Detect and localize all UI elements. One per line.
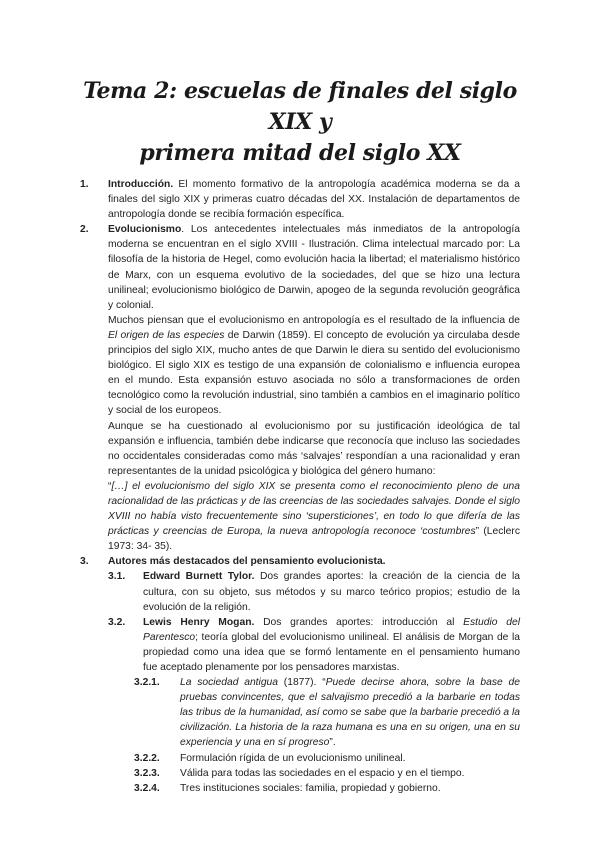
quote-paragraph	[108, 479, 520, 554]
item-sociedad-antigua	[108, 675, 520, 750]
document-body	[80, 177, 520, 796]
subsection-number: 3.1.	[108, 571, 126, 583]
title-line-1: Tema 2: escuelas de finales del siglo XIX y	[83, 78, 517, 135]
section-evolucionismo	[80, 222, 520, 554]
section-text: Muchos piensan que el evolucionismo en antropología es el resultado de la influencia de	[108, 314, 520, 326]
subsection-paragraph	[143, 615, 520, 675]
section-number: 1.	[80, 179, 89, 190]
section-heading: Introducción.	[108, 179, 174, 190]
item-paragraph	[180, 675, 520, 750]
section-autores	[80, 554, 520, 796]
section-text: . Los antecedentes intelectuales más inmediatos de la antropología moderna se encuentran en el siglo XVIII - Ilustración. Clima intelectual marcado por: La filosofía de la historia de Hegel, como evolución hacia la libertad; el materialismo histórico de Marx, con un esquema evolutivo de la sociedades, del que se hizo una lectura unilineal; evolucionismo biológico de Darwin, apogeo de la segunda revolución geográfica y colonial.	[108, 224, 520, 311]
item-paragraph: Formulación rígida de un evolucionismo unilineal.	[180, 752, 406, 764]
subsection-heading: Edward Burnett Tylor.	[143, 571, 255, 583]
item-paragraph: Válida para todas las sociedades en el espacio y en el tiempo.	[180, 767, 465, 779]
section-heading: Autores más destacados del pensamiento evolucionista.	[108, 556, 386, 568]
subsection-morgan	[108, 615, 520, 675]
section-introduccion	[80, 177, 520, 222]
book-title: El origen de las especies	[108, 329, 225, 341]
item-formulacion	[108, 751, 520, 766]
section-paragraph	[108, 419, 520, 479]
subsection-text: Dos grandes aportes: introducción al	[254, 616, 464, 628]
quote-text: […] el evolucionismo del siglo XIX se presenta como el reconocimiento pleno de una racionalidad de las prácticas y de las creencias de las sociedades salvajes. Donde el siglo XVIII no había visto frecuentemente sino ‘supersticiones’, en todo lo que difería de las prácticas y creencias de Europa, la nueva antropología reconoce ‘costumbres	[108, 480, 520, 538]
subsection-number: 3.2.	[108, 616, 126, 628]
quote-mark: “	[108, 480, 112, 492]
section-paragraph	[108, 222, 520, 313]
item-instituciones	[108, 781, 520, 796]
subsection-text: ; teoría global del evolucionismo unilineal. El análisis de Morgan de la propiedad como una idea que se formó lentamente en el pensamiento humano fue aceptado plenamente por los pensadores marxistas.	[143, 631, 520, 673]
item-number: 3.2.2.	[134, 752, 160, 764]
subsection-text: Dos grandes aportes: la creación de la ciencia de la cultura, con su objeto, sus métodos y su marco teórico propios; estudio de la evolución de la religión.	[143, 571, 520, 613]
item-valida	[108, 766, 520, 781]
section-text: El momento formativo de la antropología académica moderna se da a finales del siglo XIX y primeras cuatro décadas del XX. Instalación de departamentos de antropología donde se recibía formación específica.	[108, 179, 520, 221]
section-heading: Evolucionismo	[108, 224, 182, 236]
section-paragraph	[108, 177, 520, 222]
section-paragraph	[108, 313, 520, 419]
item-number: 3.2.1.	[134, 677, 160, 689]
section-text: de Darwin (1859). El concepto de evolución ya circulaba desde principios del siglo XIX, mucho antes de que Darwin le diera su sentido del evolucionismo biológico. El siglo XIX es testigo de una expansión de colonialismo e influencia europea en el mundo. Esta expansión estuvo asociada no sólo a transformaciones de orden tecnológico como la revolución industrial, sino también a cambios en el imaginario político y social de los europeos.	[108, 329, 520, 417]
section-number: 3.	[80, 556, 89, 568]
page-title	[80, 0, 520, 169]
item-text: ”.	[329, 737, 336, 749]
book-title: La sociedad antigua	[180, 677, 279, 689]
section-text: Aunque se ha cuestionado al evolucionismo por su justificación ideológica de tal expansión e influencia, también debe indicarse que reconocía que incluso las sociedades no occidentales consideradas como más ‘salvajes’ respondían a una racionalidad y eran representantes de la unidad psicológica y biológica del género humano:	[108, 420, 520, 477]
subsection-paragraph	[143, 569, 520, 614]
subsection-heading: Lewis Henry Mogan.	[143, 616, 255, 628]
book-title: Estudio del Parentesco	[143, 616, 520, 643]
item-number: 3.2.3.	[134, 767, 160, 779]
item-number: 3.2.4.	[134, 782, 160, 794]
section-number: 2.	[80, 224, 89, 236]
section-paragraph	[108, 554, 520, 569]
item-paragraph: Tres instituciones sociales: familia, propiedad y gobierno.	[180, 782, 441, 794]
quote-text: Puede decirse ahora, sobre la base de pruebas convincentes, que el salvajismo precedió a la barbarie en todas las tribus de la humanidad, así como se sabe que la barbarie precedió a la civilización. La historia de la raza humana es una en su origen, una en su experiencia y una en sí progreso	[180, 677, 521, 749]
quote-citation: ” (Leclerc 1973: 34- 35).	[108, 526, 520, 553]
title-line-2: primera mitad del siglo XX	[139, 140, 461, 166]
item-text: (1877). “	[278, 677, 326, 689]
subsection-tylor	[108, 569, 520, 614]
